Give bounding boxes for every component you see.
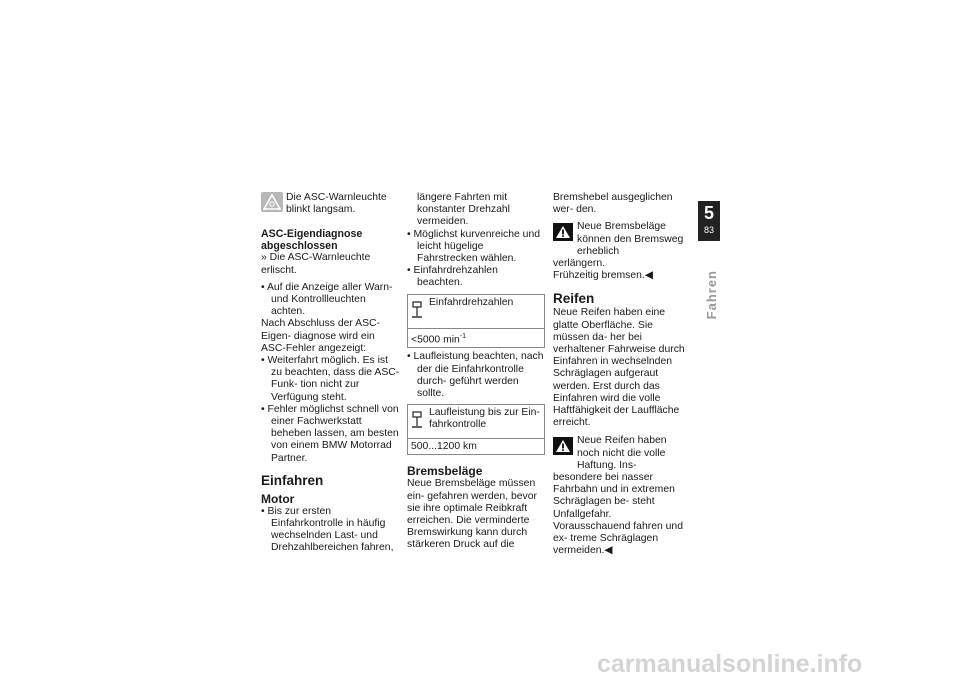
watermark: carmanualsonline.info: [597, 650, 863, 678]
einfahren-heading: Einfahren: [261, 472, 324, 488]
chapter-number: 5: [703, 203, 714, 223]
asc-heading: ASC-Eigendiagnose abgeschlossen: [261, 228, 363, 253]
asc-bullet: • Auf die Anzeige aller Warn- und Kontrollleuchten achten.: [261, 281, 393, 318]
end-mark: ◀: [644, 270, 653, 282]
brems-warn-lead: Neue Bremsbeläge können den Bremsweg erheblich: [577, 221, 684, 257]
motor-bullet-4: • Laufleistung beachten, nach der die Einfahrkontrolle durch- geführt werden sollte.: [407, 351, 544, 399]
chapter-tab: [698, 201, 720, 241]
table1-value: <5000 min: [411, 334, 460, 346]
reifen-para: Neue Reifen haben eine glatte Oberfläche. Sie müssen da- her bei verhaltener Fahrweise durch Einfahren in wechselnden Schräglagen aufgeraut werden. Erst durch das Einfahren wird die volle Haftfähigkeit der Lauffläche erreicht.: [553, 307, 685, 429]
table1-value-sup: -1: [459, 332, 467, 340]
end-mark-2: ◀: [604, 545, 613, 557]
motor-cont: längere Fahrten mit konstanter Drehzahl vermeiden.: [417, 192, 510, 228]
asc-warning-light-icon: [261, 192, 285, 214]
table-laufleistung: [407, 404, 545, 455]
warning-triangle-icon-2: [553, 437, 573, 472]
motor-heading: Motor: [261, 491, 295, 506]
engine-piston-icon: [411, 297, 429, 325]
asc-bullet-3: • Fehler möglichst schnell von einer Fachwerkstatt beheben lassen, am besten von einem BMW Motorrad Partner.: [261, 403, 399, 464]
reifen-warning: [553, 435, 689, 472]
asc-result: » Die ASC-Warnleuchte erlischt.: [261, 252, 371, 276]
reifen-warn-end: Vorausschauend fahren und ex- treme Schräglagen vermeiden.: [553, 520, 683, 557]
table-einfahrdrehzahlen: [407, 294, 545, 349]
asc-note: [261, 192, 401, 216]
brems-warning: [553, 221, 689, 258]
motor-bullet-1: • Bis zur ersten Einfahrkontrolle in häufig wechselnden Last- und Drehzahlbereichen fahren,: [261, 505, 394, 554]
brems-warn-end-line: [553, 270, 689, 282]
section-label: Fahren: [703, 270, 719, 320]
asc-para: Nach Abschluss der ASC-Eigen- diagnose wird ein ASC-Fehler angezeigt:: [261, 318, 380, 354]
asc-note-text: Die ASC-Warnleuchte blinkt langsam.: [286, 192, 387, 216]
table2-value: 500...1200 km: [411, 441, 477, 453]
page-number: 83: [703, 225, 714, 235]
column-right: [553, 192, 689, 557]
brems-warn-tail: verlängern.: [553, 258, 605, 270]
column-middle: [407, 192, 545, 552]
reifen-heading: Reifen: [553, 291, 595, 307]
motor-bullet-2: • Möglichst kurvenreiche und leicht hügelige Fahrstrecken wählen.: [407, 228, 541, 265]
warning-triangle-icon: [553, 223, 573, 258]
column-left: [261, 192, 401, 555]
engine-piston-icon-2: [411, 407, 429, 435]
brems-cont: Bremshebel ausgeglichen wer- den.: [553, 192, 673, 216]
table2-label: Laufleistung bis zur Ein- fahrkontrolle: [429, 407, 540, 431]
motor-bullet-3: • Einfahrdrehzahlen beachten.: [407, 265, 498, 289]
brems-para: Neue Bremsbeläge müssen ein- gefahren werden, bevor sie ihre optimale Reibkraft erreichen. Die verminderte Bremswirkung kann durch stärkeren Druck auf die: [407, 478, 537, 551]
brems-warn-end: Frühzeitig bremsen.: [553, 270, 645, 282]
table1-label: Einfahrdrehzahlen: [429, 296, 514, 308]
reifen-warn-end-line: [553, 521, 689, 558]
reifen-warn-lead: Neue Reifen haben noch nicht die volle Haftung. Ins-: [577, 435, 667, 471]
reifen-warn-tail: besondere bei nasser Fahrbahn und in extremen Schräglagen be- steht Unfallgefahr.: [553, 472, 675, 520]
asc-bullet-2: • Weiterfahrt möglich. Es ist zu beachten, dass die ASC-Funk- tion nicht zur Verfügung steht.: [261, 355, 400, 403]
brems-heading: Bremsbeläge: [407, 464, 483, 479]
